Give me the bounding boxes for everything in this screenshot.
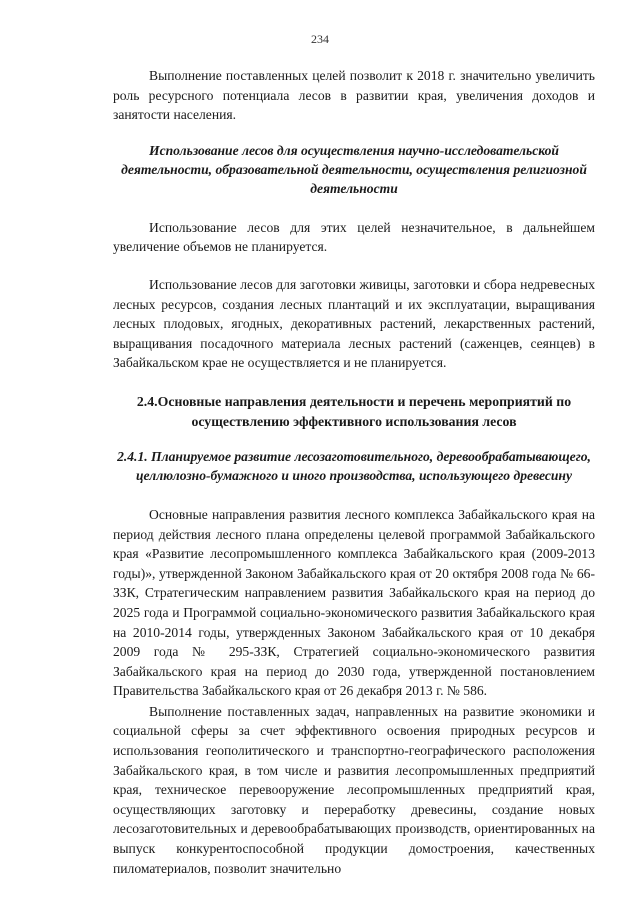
section-heading-2-4: 2.4.Основные направления деятельности и перечень мероприятий по осуществлению эффективного использования лесов	[136, 393, 572, 429]
section-heading-research-use: Использование лесов для осуществления научно-исследовательской деятельности, образовательной деятельности, осуществления религиозной деятельности	[121, 142, 587, 196]
paragraph-research-use: Использование лесов для этих целей незначительное, в дальнейшем увеличение объемов не планируется.	[113, 219, 595, 255]
paragraph-goals-outcome: Выполнение поставленных целей позволит к 2018 г. значительно увеличить роль ресурсного потенциала лесов в развитии края, увеличения доходов и занятости населения.	[113, 68, 595, 123]
subsection-heading-2-4-1: 2.4.1. Планируемое развитие лесозаготовительного, деревообрабатывающего, целлюлозно-бумажного и иного производства, использующего древесину	[117, 448, 591, 483]
paragraph-non-timber-use: Использование лесов для заготовки живицы, заготовки и сбора недревесных лесных ресурсов, создания лесных плантаций и их эксплуатации, выращивания лесных плодовых, ягодных, декоративных растений, лекарственных растений, выращивания посадочного материала лесных растений (саженцев, сеянцев) в Забайкальском крае не осуществляется и не планируется.	[113, 276, 595, 371]
page-body	[113, 66, 595, 878]
page-number: 234	[311, 32, 329, 46]
paragraph-tasks-implementation: Выполнение поставленных задач, направленных на развитие экономики и социальной сферы за счет эффективного освоения природных ресурсов и использования геополитического и транспортно-географического расположения Забайкальского края, в том числе и развития лесопромышленных предприятий края, техническое перевооружение лесопромышленных предприятий края, осуществляющих заготовку и переработку древесины, создание новых лесозаготовительных и деревообрабатывающих производств, ориентированных на выпуск конкурентоспособной продукции домостроения, качественных пиломатериалов, позволит значительно	[113, 703, 595, 876]
paragraph-forest-complex-directions: Основные направления развития лесного комплекса Забайкальского края на период действия лесного плана определены целевой программой Забайкальского края «Развитие лесопромышленного комплекса Забайкальского края (2009-2013 годы)», утвержденной Законом Забайкальского края от 20 октября 2008 года № 66-ЗЗК, Стратегическим направлением развития Забайкальского края на период до 2025 года и Программой социально-экономического развития Забайкальского края на 2010-2014 годы, утвержденных Законом Забайкальского края от 10 декабря 2009 года № 295-ЗЗК, Стратегией социально-экономического развития Забайкальского края на период до 2030 года, утвержденной постановлением Правительства Забайкальского края от 26 декабря 2013 г. № 586.	[113, 506, 595, 699]
